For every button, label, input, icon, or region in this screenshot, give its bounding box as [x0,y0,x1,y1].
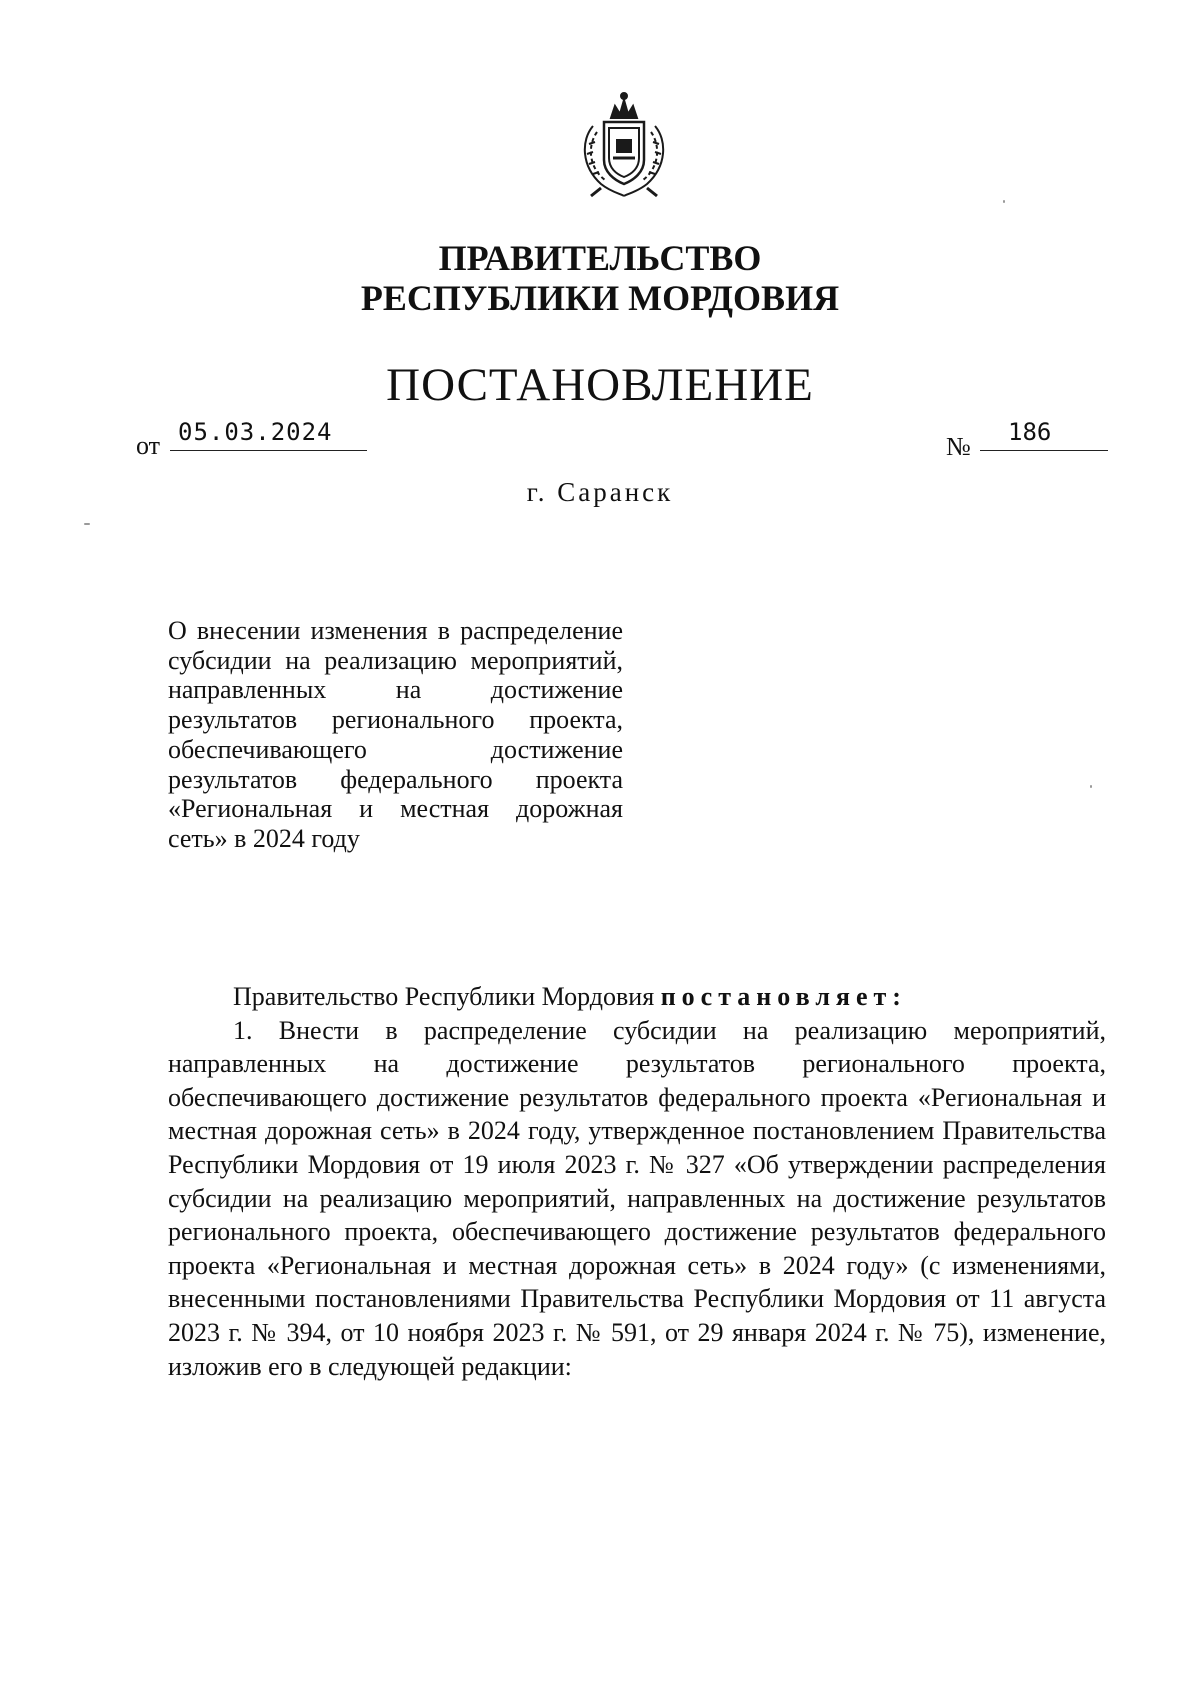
scan-speck [84,523,90,525]
decree-date: 05.03.2024 [178,418,333,446]
resolves-word: постановляет: [660,982,907,1011]
number-prefix: № [946,432,971,461]
decree-number: 186 [1008,418,1052,446]
intro-text: Правительство Республики Мордовия [233,982,655,1011]
intro-paragraph [168,980,1106,1014]
scan-speck [1003,200,1005,203]
number-field [980,418,1108,451]
government-name-line-1: ПРАВИТЕЛЬСТВО [438,238,762,278]
coat-of-arms-icon [571,88,677,200]
decree-title: ПОСТАНОВЛЕНИЕ [386,359,814,411]
city: г. Саранск [526,477,674,507]
date-field [170,418,367,451]
decree-body [168,980,1106,1383]
date-prefix: от [136,431,161,460]
government-name-line-2: РЕСПУБЛИКИ МОРДОВИЯ [360,278,840,318]
decree-subject: О внесении изменения в распределение субсидии на реализацию мероприятий, направленных на достижение результатов регионального проекта, обеспечивающего достижение результатов федерального проекта «Региональная и местная дорожная сеть» в 2024 году [168,616,623,853]
item-1-paragraph: 1. Внести в распределение субсидии на реализацию мероприятий, направленных на достижение результатов регионального проекта, обеспечивающего достижение результатов федерального проекта «Региональная и местная дорожная сеть» в 2024 году, утвержденное постановлением Правительства Республики Мордовия от 19 июля 2023 г. № 327 «Об утверждении распределения субсидии на реализацию мероприятий, направленных на достижение результатов регионального проекта, обеспечивающего достижение результатов федерального проекта «Региональная и местная дорожная сеть» в 2024 году» (с изменениями, внесенными постановлениями Правительства Республики Мордовия от 11 августа 2023 г. № 394, от 10 ноября 2023 г. № 591, от 29 января 2024 г. № 75), изменение, изложив его в следующей редакции: [168,1015,1106,1381]
scan-speck [1090,785,1092,788]
